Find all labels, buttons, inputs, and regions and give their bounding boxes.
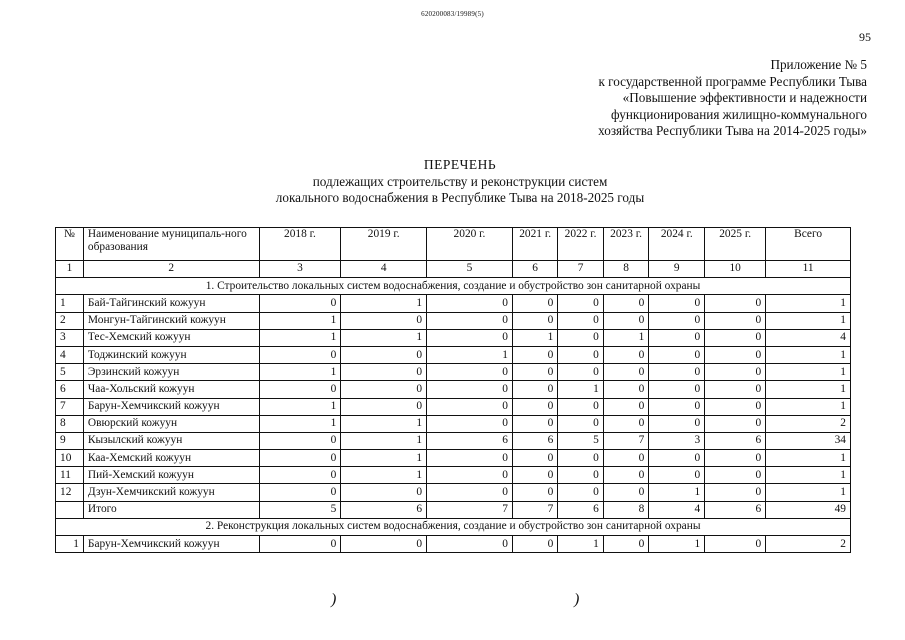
- year-value: 0: [649, 346, 705, 363]
- year-value: 1: [558, 536, 603, 553]
- table-row: [56, 450, 851, 467]
- column-number: 1: [56, 261, 84, 278]
- appendix-line: функционирования жилищно-коммунального: [611, 106, 867, 122]
- year-value: 1: [649, 536, 705, 553]
- year-value: 0: [649, 312, 705, 329]
- appendix-line: к государственной программе Республики Тыва: [598, 73, 867, 89]
- year-value: 1: [558, 381, 603, 398]
- year-value: 1: [341, 415, 427, 432]
- row-number: 8: [56, 415, 84, 432]
- total-value: 4: [766, 329, 851, 346]
- title-line: подлежащих строительству и реконструкции систем: [312, 173, 608, 189]
- table-row: [56, 364, 851, 381]
- year-value: 0: [341, 381, 427, 398]
- column-number: 5: [427, 261, 513, 278]
- total-value: 1: [766, 312, 851, 329]
- year-value: 0: [603, 295, 648, 312]
- year-value: 0: [705, 381, 766, 398]
- year-value: 7: [427, 501, 513, 518]
- table-row: [56, 346, 851, 363]
- section-row: [56, 518, 851, 535]
- year-value: 0: [427, 312, 513, 329]
- year-value: 0: [558, 364, 603, 381]
- table-row: [56, 536, 851, 553]
- row-number: 3: [56, 329, 84, 346]
- year-value: 0: [427, 450, 513, 467]
- total-value: 2: [766, 415, 851, 432]
- total-value: 1: [766, 398, 851, 415]
- title-line: локального водоснабжения в Республике Тыва на 2018-2025 годы: [275, 190, 645, 205]
- year-value: 0: [512, 312, 557, 329]
- municipality-name: Эрзинский кожуун: [83, 364, 259, 381]
- table-header-row: [56, 228, 851, 261]
- row-number: 9: [56, 432, 84, 449]
- row-number: [56, 501, 84, 518]
- table-row: [56, 329, 851, 346]
- row-number: 12: [56, 484, 84, 501]
- year-value: 0: [512, 398, 557, 415]
- row-number: 5: [56, 364, 84, 381]
- row-number: 6: [56, 381, 84, 398]
- year-value: 0: [259, 432, 341, 449]
- year-value: 0: [705, 346, 766, 363]
- year-value: 0: [341, 346, 427, 363]
- year-value: 0: [259, 381, 341, 398]
- year-value: 0: [649, 295, 705, 312]
- municipality-name: Кызылский кожуун: [83, 432, 259, 449]
- appendix-line: Приложение № 5: [770, 57, 867, 72]
- municipality-name: Чаа-Хольский кожуун: [83, 381, 259, 398]
- section-title: 1. Строительство локальных систем водоснабжения, создание и обустройство зон санитарной охраны: [56, 278, 851, 295]
- year-value: 5: [558, 432, 603, 449]
- header-2018: 2018 г.: [259, 228, 341, 261]
- year-value: 8: [603, 501, 648, 518]
- total-value: 49: [766, 501, 851, 518]
- year-value: 0: [705, 364, 766, 381]
- table-body: [56, 278, 851, 553]
- year-value: 7: [603, 432, 648, 449]
- total-value: 1: [766, 484, 851, 501]
- year-value: 1: [649, 484, 705, 501]
- year-value: 0: [558, 312, 603, 329]
- municipality-name: Тоджинский кожуун: [83, 346, 259, 363]
- page-number: 95: [859, 30, 871, 44]
- row-number: 10: [56, 450, 84, 467]
- appendix-line: хозяйства Республики Тыва на 2014-2025 годы»: [598, 123, 867, 138]
- header-2025: 2025 г.: [705, 228, 766, 261]
- year-value: 0: [512, 364, 557, 381]
- header-total: Всего: [766, 228, 851, 261]
- row-number: 2: [56, 312, 84, 329]
- column-number: 11: [766, 261, 851, 278]
- margin-mark: ): [574, 591, 580, 608]
- year-value: 0: [603, 484, 648, 501]
- year-value: 0: [558, 467, 603, 484]
- year-value: 0: [603, 364, 648, 381]
- year-value: 0: [649, 467, 705, 484]
- year-value: 0: [259, 346, 341, 363]
- year-value: 0: [705, 450, 766, 467]
- year-value: 1: [512, 329, 557, 346]
- year-value: 0: [705, 398, 766, 415]
- year-value: 0: [341, 536, 427, 553]
- year-value: 6: [705, 501, 766, 518]
- year-value: 0: [603, 467, 648, 484]
- title-main: ПЕРЕЧЕНЬ: [423, 157, 497, 172]
- row-number: 1: [56, 295, 84, 312]
- section-title: 2. Реконструкция локальных систем водоснабжения, создание и обустройство зон санитарной охраны: [56, 518, 851, 535]
- year-value: 0: [558, 329, 603, 346]
- year-value: 0: [603, 381, 648, 398]
- year-value: 6: [705, 432, 766, 449]
- year-value: 0: [512, 381, 557, 398]
- document-id: 620200083/19989(5): [421, 10, 484, 18]
- year-value: 0: [512, 346, 557, 363]
- year-value: 4: [649, 501, 705, 518]
- header-name: Наименование муниципаль-ного образования: [83, 228, 259, 261]
- year-value: 0: [341, 484, 427, 501]
- header-2022: 2022 г.: [558, 228, 603, 261]
- column-number: 6: [512, 261, 557, 278]
- year-value: 6: [341, 501, 427, 518]
- year-value: 0: [558, 295, 603, 312]
- year-value: 1: [603, 329, 648, 346]
- year-value: 0: [341, 364, 427, 381]
- total-value: 1: [766, 467, 851, 484]
- total-value: 1: [766, 295, 851, 312]
- municipality-name: Барун-Хемчикский кожуун: [83, 398, 259, 415]
- year-value: 0: [512, 415, 557, 432]
- header-2019: 2019 г.: [341, 228, 427, 261]
- header-no: №: [56, 228, 84, 261]
- year-value: 0: [649, 398, 705, 415]
- column-number: 3: [259, 261, 341, 278]
- year-value: 0: [603, 450, 648, 467]
- year-value: 0: [603, 415, 648, 432]
- header-2021: 2021 г.: [512, 228, 557, 261]
- year-value: 0: [427, 467, 513, 484]
- year-value: 0: [512, 450, 557, 467]
- year-value: 3: [649, 432, 705, 449]
- year-value: 0: [259, 450, 341, 467]
- year-value: 6: [427, 432, 513, 449]
- year-value: 6: [558, 501, 603, 518]
- year-value: 0: [705, 295, 766, 312]
- column-number: 9: [649, 261, 705, 278]
- year-value: 0: [649, 381, 705, 398]
- total-label: Итого: [83, 501, 259, 518]
- column-number: 10: [705, 261, 766, 278]
- year-value: 0: [558, 484, 603, 501]
- year-value: 0: [512, 467, 557, 484]
- table-row: [56, 484, 851, 501]
- municipality-name: Пий-Хемский кожуун: [83, 467, 259, 484]
- column-number: 4: [341, 261, 427, 278]
- year-value: 1: [341, 329, 427, 346]
- year-value: 0: [558, 450, 603, 467]
- total-value: 1: [766, 381, 851, 398]
- year-value: 0: [705, 312, 766, 329]
- year-value: 1: [259, 415, 341, 432]
- table-row: [56, 398, 851, 415]
- year-value: 0: [649, 415, 705, 432]
- appendix-note: [598, 57, 867, 140]
- total-value: 34: [766, 432, 851, 449]
- table-row: [56, 312, 851, 329]
- header-2023: 2023 г.: [603, 228, 648, 261]
- document-title: [150, 157, 770, 207]
- year-value: 0: [603, 398, 648, 415]
- row-number: 1: [56, 536, 84, 553]
- year-value: 0: [427, 415, 513, 432]
- year-value: 0: [649, 364, 705, 381]
- year-value: 0: [259, 467, 341, 484]
- year-value: 1: [427, 346, 513, 363]
- year-value: 1: [259, 364, 341, 381]
- year-value: 0: [512, 295, 557, 312]
- year-value: 6: [512, 432, 557, 449]
- year-value: 0: [603, 312, 648, 329]
- year-value: 1: [259, 398, 341, 415]
- total-value: 2: [766, 536, 851, 553]
- year-value: 0: [259, 295, 341, 312]
- appendix-line: «Повышение эффективности и надежности: [622, 90, 867, 105]
- year-value: 1: [341, 432, 427, 449]
- year-value: 1: [259, 312, 341, 329]
- year-value: 0: [427, 398, 513, 415]
- water-supply-table: [55, 227, 851, 553]
- year-value: 0: [705, 536, 766, 553]
- year-value: 0: [341, 312, 427, 329]
- year-value: 0: [649, 329, 705, 346]
- year-value: 0: [705, 467, 766, 484]
- table-row: [56, 381, 851, 398]
- year-value: 0: [603, 346, 648, 363]
- header-2024: 2024 г.: [649, 228, 705, 261]
- row-number: 7: [56, 398, 84, 415]
- total-row: [56, 501, 851, 518]
- total-value: 1: [766, 364, 851, 381]
- year-value: 0: [427, 484, 513, 501]
- year-value: 0: [427, 295, 513, 312]
- year-value: 0: [259, 536, 341, 553]
- year-value: 1: [341, 467, 427, 484]
- year-value: 0: [259, 484, 341, 501]
- year-value: 0: [705, 484, 766, 501]
- total-value: 1: [766, 450, 851, 467]
- margin-mark: ): [331, 591, 337, 608]
- municipality-name: Бай-Тайгинский кожуун: [83, 295, 259, 312]
- year-value: 0: [427, 536, 513, 553]
- year-value: 0: [705, 415, 766, 432]
- municipality-name: Барун-Хемчикский кожуун: [83, 536, 259, 553]
- year-value: 0: [341, 398, 427, 415]
- column-number: 7: [558, 261, 603, 278]
- column-number-row: [56, 261, 851, 278]
- row-number: 4: [56, 346, 84, 363]
- table-row: [56, 432, 851, 449]
- municipality-name: Дзун-Хемчикский кожуун: [83, 484, 259, 501]
- year-value: 0: [427, 381, 513, 398]
- section-row: [56, 278, 851, 295]
- row-number: 11: [56, 467, 84, 484]
- year-value: 0: [705, 329, 766, 346]
- year-value: 0: [603, 536, 648, 553]
- header-2020: 2020 г.: [427, 228, 513, 261]
- table-row: [56, 415, 851, 432]
- year-value: 7: [512, 501, 557, 518]
- municipality-name: Овюрский кожуун: [83, 415, 259, 432]
- total-value: 1: [766, 346, 851, 363]
- table-row: [56, 295, 851, 312]
- year-value: 1: [341, 450, 427, 467]
- year-value: 0: [512, 536, 557, 553]
- year-value: 0: [558, 346, 603, 363]
- column-number: 8: [603, 261, 648, 278]
- year-value: 0: [512, 484, 557, 501]
- column-number: 2: [83, 261, 259, 278]
- year-value: 0: [427, 364, 513, 381]
- year-value: 0: [558, 398, 603, 415]
- year-value: 5: [259, 501, 341, 518]
- year-value: 0: [427, 329, 513, 346]
- year-value: 1: [341, 295, 427, 312]
- municipality-name: Каа-Хемский кожуун: [83, 450, 259, 467]
- year-value: 1: [259, 329, 341, 346]
- municipality-name: Тес-Хемский кожуун: [83, 329, 259, 346]
- year-value: 0: [558, 415, 603, 432]
- municipality-name: Монгун-Тайгинский кожуун: [83, 312, 259, 329]
- year-value: 0: [649, 450, 705, 467]
- table-row: [56, 467, 851, 484]
